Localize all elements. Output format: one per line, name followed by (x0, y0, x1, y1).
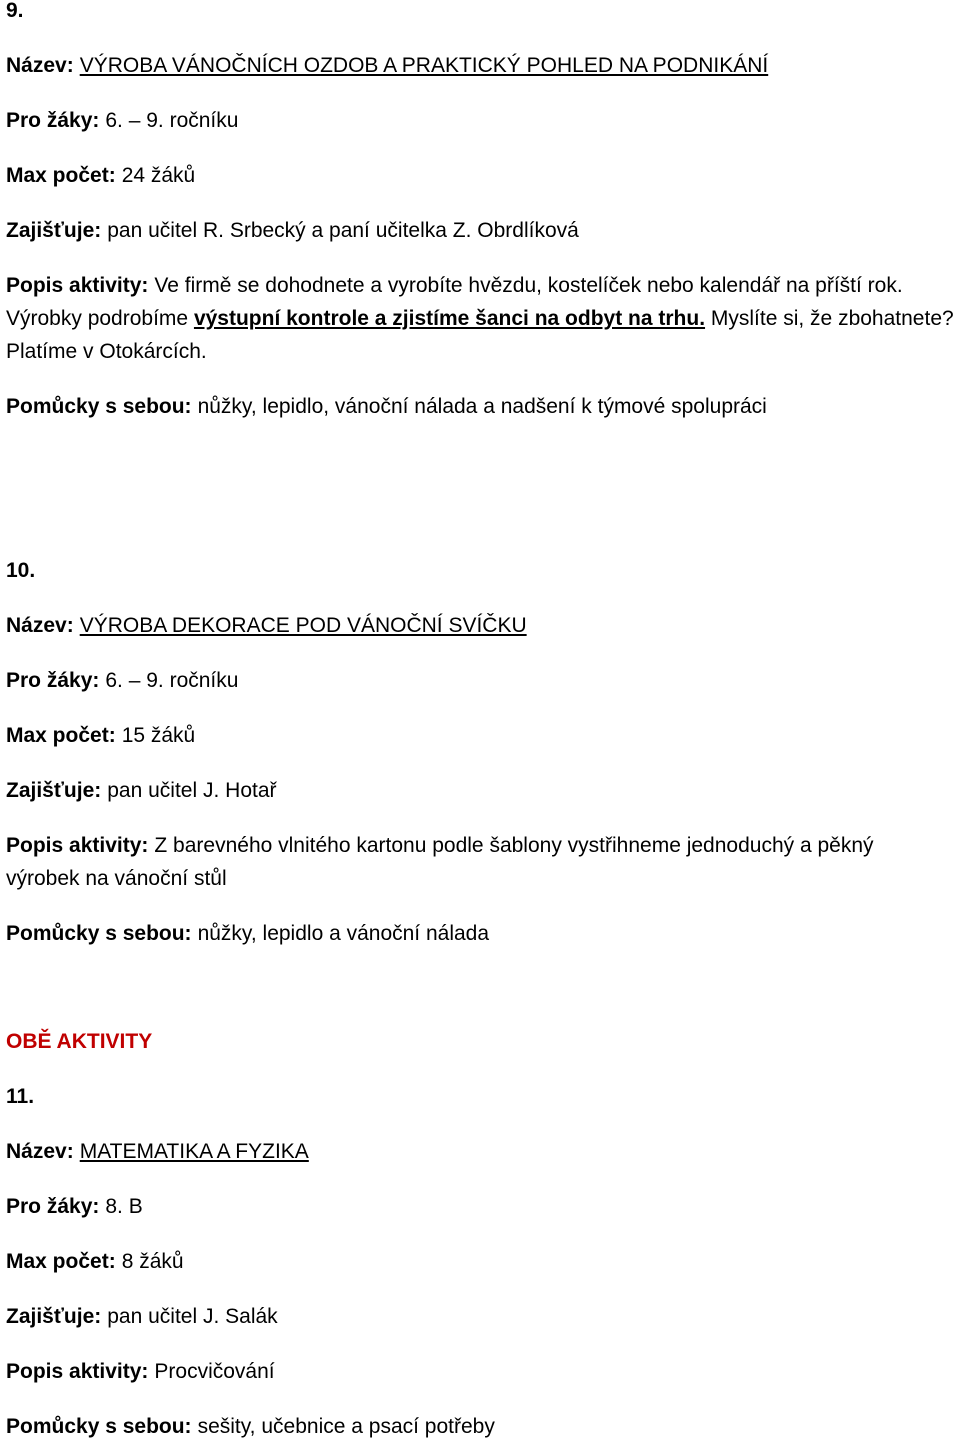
max-count-value: 8 žáků (121, 1250, 184, 1273)
description-value: Ve firmě se dohodnete a vyrobíte hvězdu, kostelíček nebo kalendář na příští rok. (154, 274, 903, 297)
supplies-row (6, 917, 874, 950)
name-label: Název: (6, 54, 74, 77)
description-label: Popis aktivity: (6, 834, 149, 857)
supplies-label: Pomůcky s sebou: (6, 1415, 192, 1438)
provides-row (6, 774, 874, 807)
description-value: Procvičování (154, 1360, 275, 1383)
provides-value: pan učitel J. Salák (107, 1305, 278, 1328)
description-line-2 (6, 302, 954, 335)
pupils-row (6, 104, 954, 137)
description-value: Z barevného vlnitého kartonu podle šablony vystřihneme jednoduchý a pěkný (154, 834, 874, 857)
max-count-value: 24 žáků (121, 164, 196, 187)
description-line-3: Platíme v Otokárcích. (6, 340, 207, 363)
activity-name-row (6, 49, 954, 82)
supplies-row (6, 1410, 495, 1443)
name-label: Název: (6, 1140, 74, 1163)
description-part: Výrobky podrobíme (6, 307, 194, 330)
max-count-value: 15 žáků (121, 724, 196, 747)
pupils-value: 8. B (105, 1195, 143, 1218)
activity-title: VÝROBA VÁNOČNÍCH OZDOB A PRAKTICKÝ POHLED NA PODNIKÁNÍ (79, 54, 769, 77)
activity-name-row (6, 1135, 495, 1168)
description-row (6, 1355, 495, 1388)
section-note: OBĚ AKTIVITY (6, 1030, 153, 1053)
description-row (6, 829, 874, 862)
pupils-row (6, 1190, 495, 1223)
max-count-label: Max počet: (6, 1250, 116, 1273)
provides-label: Zajišťuje: (6, 779, 102, 802)
pupils-label: Pro žáky: (6, 109, 100, 132)
provides-row (6, 1300, 495, 1333)
max-count-row (6, 719, 874, 752)
description-emphasis: výstupní kontrole a zjistíme šanci na odbyt na trhu. (193, 307, 706, 330)
description-part: Myslíte si, že zbohatnete? (705, 307, 954, 330)
description-line-2: výrobek na vánoční stůl (6, 867, 227, 890)
activity-title: MATEMATIKA A FYZIKA (79, 1140, 309, 1163)
pupils-label: Pro žáky: (6, 669, 100, 692)
activity-number: 11. (6, 1085, 35, 1108)
max-count-row (6, 159, 954, 192)
activity-9 (6, 0, 954, 423)
pupils-value: 6. – 9. ročníku (105, 109, 239, 132)
provides-label: Zajišťuje: (6, 1305, 102, 1328)
supplies-value: nůžky, lepidlo a vánoční nálada (197, 922, 490, 945)
supplies-value: nůžky, lepidlo, vánoční nálada a nadšení k týmové spolupráci (197, 395, 767, 418)
provides-value: pan učitel J. Hotař (107, 779, 277, 802)
provides-label: Zajišťuje: (6, 219, 102, 242)
pupils-row (6, 664, 874, 697)
pupils-value: 6. – 9. ročníku (105, 669, 239, 692)
activity-title: VÝROBA DEKORACE POD VÁNOČNÍ SVÍČKU (79, 614, 527, 637)
supplies-label: Pomůcky s sebou: (6, 922, 192, 945)
supplies-label: Pomůcky s sebou: (6, 395, 192, 418)
max-count-label: Max počet: (6, 724, 116, 747)
activity-name-row (6, 609, 874, 642)
description-row (6, 269, 954, 302)
provides-row (6, 214, 954, 247)
activity-11 (6, 1025, 495, 1443)
name-label: Název: (6, 614, 74, 637)
activity-number: 9. (6, 0, 24, 22)
activity-10 (6, 554, 874, 950)
supplies-row (6, 390, 954, 423)
max-count-label: Max počet: (6, 164, 116, 187)
description-label: Popis aktivity: (6, 1360, 149, 1383)
description-label: Popis aktivity: (6, 274, 149, 297)
provides-value: pan učitel R. Srbecký a paní učitelka Z. Obrdlíková (107, 219, 579, 242)
supplies-value: sešity, učebnice a psací potřeby (197, 1415, 495, 1438)
max-count-row (6, 1245, 495, 1278)
pupils-label: Pro žáky: (6, 1195, 100, 1218)
activity-number: 10. (6, 559, 36, 582)
